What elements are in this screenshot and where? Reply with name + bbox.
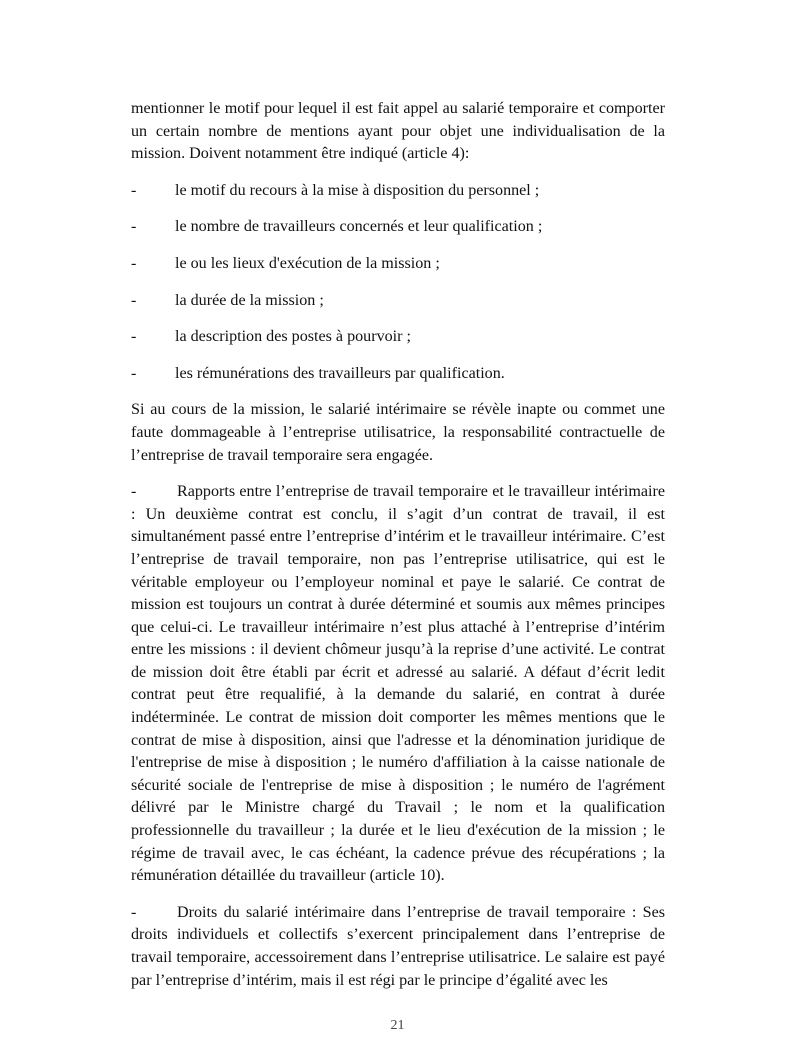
list-dash: - bbox=[131, 328, 137, 346]
list-dash: - bbox=[131, 181, 137, 199]
section-dash: - bbox=[131, 483, 137, 501]
list-item-text: la durée de la mission ; bbox=[175, 291, 324, 309]
list-dash: - bbox=[131, 291, 137, 309]
section-reports-paragraph bbox=[131, 481, 665, 888]
page-number: 21 bbox=[390, 1018, 405, 1033]
list-item bbox=[131, 180, 665, 203]
list-item-text: la description des postes à pourvoir ; bbox=[175, 328, 411, 346]
responsibility-paragraph: Si au cours de la mission, le salarié intérimaire se révèle inapte ou commet une faute dommageable à l’entreprise utilisatrice, la responsabilité contractuelle de l’entreprise de travail temporaire sera engagée. bbox=[131, 401, 665, 464]
list-item bbox=[131, 216, 665, 239]
section-rights-paragraph bbox=[131, 902, 665, 992]
list-item-text: le ou les lieux d'exécution de la mission ; bbox=[175, 254, 440, 272]
section-rights-text: Droits du salarié intérimaire dans l’entreprise de travail temporaire : Ses droits individuels et collectifs s’exercent principalement dans l’entreprise de travail temporaire, accessoirement dans l’entreprise utilisatrice. Le salaire est payé par l’entreprise d’intérim, mais il est régi par le principe d’égalité avec les bbox=[131, 903, 665, 989]
document-body bbox=[131, 98, 665, 1006]
list-item bbox=[131, 290, 665, 313]
list-item-text: les rémunérations des travailleurs par qualification. bbox=[175, 364, 505, 382]
list-item bbox=[131, 253, 665, 276]
section-dash: - bbox=[131, 903, 137, 921]
list-item-text: le motif du recours à la mise à disposition du personnel ; bbox=[175, 181, 540, 199]
intro-paragraph: mentionner le motif pour lequel il est fait appel au salarié temporaire et comporter un certain nombre de mentions ayant pour objet une individualisation de la mission. Doivent notamment être indiqué (article 4): bbox=[131, 100, 665, 163]
list-item bbox=[131, 363, 665, 386]
list-item bbox=[131, 326, 665, 349]
section-reports-text: Rapports entre l’entreprise de travail temporaire et le travailleur intérimaire : Un deuxième contrat est conclu, il s’agit d’un contrat de travail, il est simultanément passé entre l’entreprise d’intérim et le travailleur intérimaire. C’est l’entreprise de travail temporaire, non pas l’entreprise utilisatrice, qui est le véritable employeur ou l’employeur nominal et paye le salarié. Ce contrat de mission est toujours un contrat à durée déterminé et soumis aux mêmes principes que celui-ci. Le travailleur intérimaire n’est plus attaché à l’entreprise d’intérim entre les missions : il devient chômeur jusqu’à la reprise d’une activité. Le contrat de mission doit être établi par écrit et adressé au salarié. A défaut d’écrit ledit contrat peut être requalifié, à la demande du salarié, en contrat à durée indéterminée. Le contrat de mission doit comporter les mêmes mentions que le contrat de mise à disposition, ainsi que l'adresse et la dénomination juridique de l'entreprise de mise à disposition ; le numéro d'affiliation à la caisse nationale de sécurité sociale de l'entreprise de mise à disposition ; le numéro de l'agrément délivré par le Ministre chargé du Travail ; le nom et la qualification professionnelle du travailleur ; la durée et le lieu d'exécution de la mission ; le régime de travail avec, le cas échéant, la cadence prévue des récupérations ; la rémunération détaillée du travailleur (article 10). bbox=[131, 483, 665, 885]
list-dash: - bbox=[131, 364, 137, 382]
list-item-text: le nombre de travailleurs concernés et leur qualification ; bbox=[175, 218, 543, 236]
list-dash: - bbox=[131, 218, 137, 236]
list-dash: - bbox=[131, 254, 137, 272]
